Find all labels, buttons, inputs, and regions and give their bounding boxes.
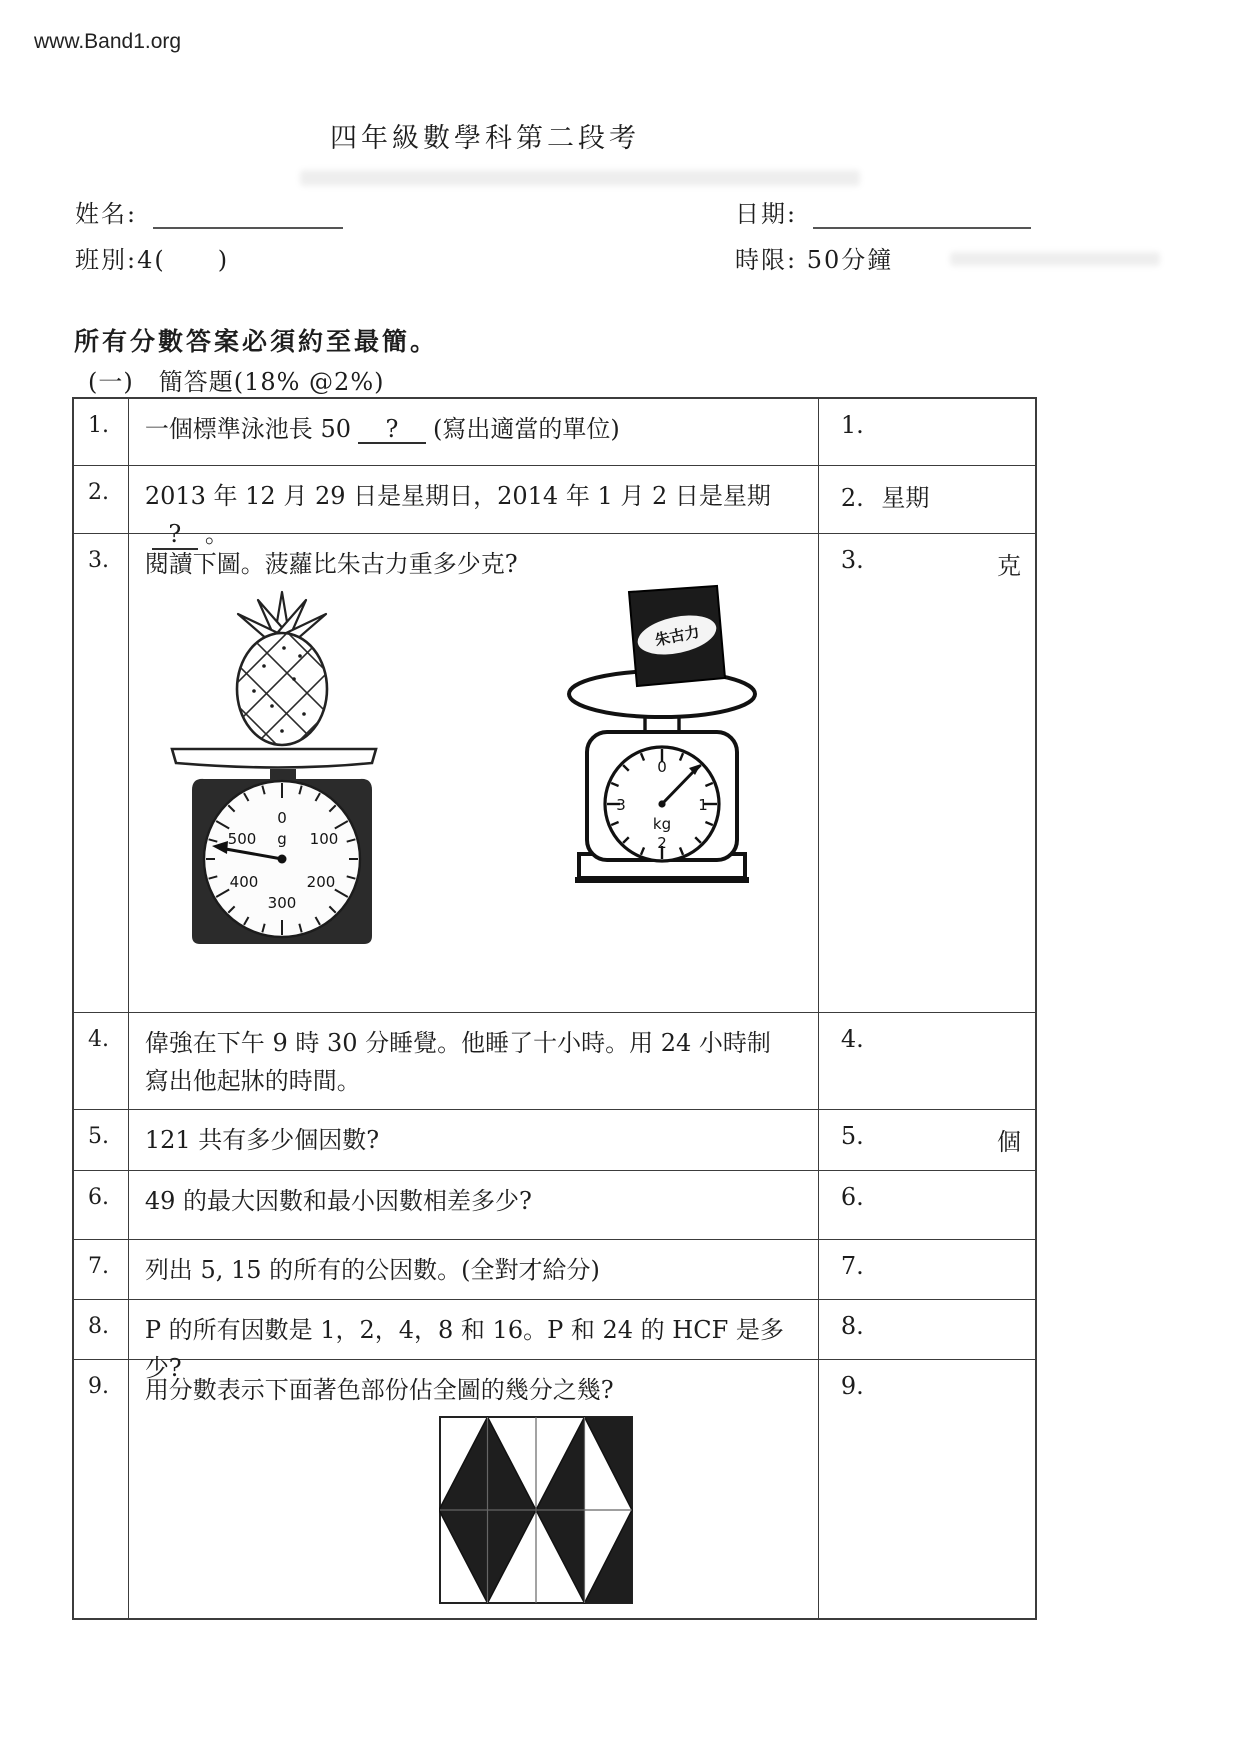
scan-smudge: [300, 170, 860, 186]
svg-text:0: 0: [277, 809, 287, 827]
pineapple-scale-illustration: [164, 586, 384, 978]
date-blank-line: [813, 203, 1031, 229]
table-row: [74, 466, 1035, 549]
name-blank-line: [153, 203, 343, 229]
answer-cell: [819, 399, 1035, 465]
answer-cell: [819, 1300, 1035, 1359]
time-limit-field: [735, 240, 893, 275]
svg-text:g: g: [277, 830, 287, 848]
answer-blank: ?: [358, 417, 426, 444]
class-field: [75, 240, 229, 275]
site-watermark: www.Band1.org: [34, 30, 182, 53]
svg-text:300: 300: [267, 894, 297, 912]
class-label: 班別:4( ): [75, 246, 230, 274]
answer-cell: [819, 534, 1035, 1012]
table-row: [74, 534, 1035, 1013]
table-row: [74, 1013, 1035, 1110]
table-row: [74, 1360, 1035, 1618]
question-table: [72, 397, 1037, 1620]
time-limit-label: 時限: 50分鐘: [735, 246, 894, 274]
question-number: 1.: [74, 399, 129, 465]
question-pre: 偉強在下午 9 時 30 分睡覺。他睡了十小時。用 24 小時制寫出他起牀的時間。: [144, 1029, 771, 1096]
answer-unit-label: 個: [996, 1128, 1021, 1156]
svg-text:500: 500: [227, 830, 257, 848]
question-post: 。: [204, 520, 229, 549]
question-text: [129, 534, 819, 1012]
svg-text:400: 400: [229, 873, 259, 891]
scale-platform: [172, 749, 376, 768]
answer-number: 3.: [840, 546, 864, 574]
table-row: [74, 1171, 1035, 1240]
question-pre: 2013 年 12 月 29 日是星期日，2014 年 1 月 2 日是星期: [144, 482, 771, 510]
question-text: [129, 1240, 819, 1299]
table-row: [74, 399, 1035, 466]
answer-inline-label: 星期: [881, 484, 930, 512]
question-pre: 列出 5, 15 的所有的公因數。(全對才給分): [144, 1256, 600, 1284]
shaded-fraction-figure: [439, 1416, 633, 1604]
chocolate-box-icon: [629, 586, 725, 686]
answer-cell: [819, 466, 1035, 533]
answer-cell: [819, 1171, 1035, 1239]
exam-title: 四年級數學科第二段考: [330, 123, 640, 154]
answer-number: 2.: [840, 484, 864, 512]
answer-number: 9.: [840, 1372, 864, 1400]
chocolate-label: 朱古力: [653, 622, 701, 650]
question-text: [129, 1171, 819, 1239]
date-field: [735, 194, 1031, 229]
question-number: 8.: [74, 1300, 129, 1359]
question-text: [129, 399, 819, 465]
question-pre: 用分數表示下面著色部份佔全圖的幾分之幾?: [144, 1376, 614, 1404]
question-pre: P 的所有因數是 1，2，4，8 和 16。P 和 24 的 HCF 是多少?: [144, 1316, 784, 1383]
answer-cell: [819, 1013, 1035, 1109]
svg-text:100: 100: [309, 830, 339, 848]
answer-cell: [819, 1240, 1035, 1299]
question-text: [129, 1110, 819, 1170]
table-row: [74, 1110, 1035, 1171]
question-number: 3.: [74, 534, 129, 1012]
question-text: [129, 1300, 819, 1383]
chocolate-scale-illustration: [557, 582, 767, 894]
answer-cell: [819, 1360, 1035, 1618]
answer-number: 7.: [840, 1252, 864, 1280]
question-pre: 49 的最大因數和最小因數相差多少?: [144, 1187, 532, 1215]
scan-smudge: [950, 252, 1160, 266]
answer-cell: [819, 1110, 1035, 1170]
answer-number: 1.: [840, 411, 864, 439]
svg-text:3: 3: [616, 796, 626, 814]
svg-text:1: 1: [698, 796, 708, 814]
question-number: 6.: [74, 1171, 129, 1239]
answer-unit-label: 克: [996, 552, 1021, 580]
question-post: (寫出適當的單位): [432, 415, 620, 443]
answer-number: 5.: [840, 1122, 864, 1150]
question-pre: 閱讀下圖。菠蘿比朱古力重多少克?: [144, 550, 518, 578]
section-heading: (一) 簡答題(18% @2%): [88, 368, 385, 396]
question-text: [129, 1013, 819, 1109]
fraction-instruction: 所有分數答案必須約至最簡。: [74, 327, 439, 356]
question-text: [129, 466, 819, 549]
answer-number: 4.: [840, 1025, 864, 1053]
question-number: 2.: [74, 466, 129, 533]
question-text: [129, 1360, 819, 1618]
question-number: 5.: [74, 1110, 129, 1170]
svg-text:0: 0: [657, 758, 667, 776]
date-label: 日期:: [735, 200, 798, 228]
answer-number: 6.: [840, 1183, 864, 1211]
table-row: [74, 1240, 1035, 1300]
answer-number: 8.: [840, 1312, 864, 1340]
question-number: 7.: [74, 1240, 129, 1299]
question-pre: 一個標準泳池長 50: [144, 415, 351, 443]
table-row: [74, 1300, 1035, 1383]
name-field: [75, 194, 343, 229]
question-number: 4.: [74, 1013, 129, 1109]
svg-text:200: 200: [306, 873, 336, 891]
svg-text:kg: kg: [652, 815, 671, 833]
question-number: 9.: [74, 1360, 129, 1618]
name-label: 姓名:: [75, 200, 138, 228]
answer-blank: ?: [152, 522, 198, 549]
question-pre: 121 共有多少個因數?: [144, 1126, 380, 1154]
svg-text:2: 2: [657, 834, 667, 852]
